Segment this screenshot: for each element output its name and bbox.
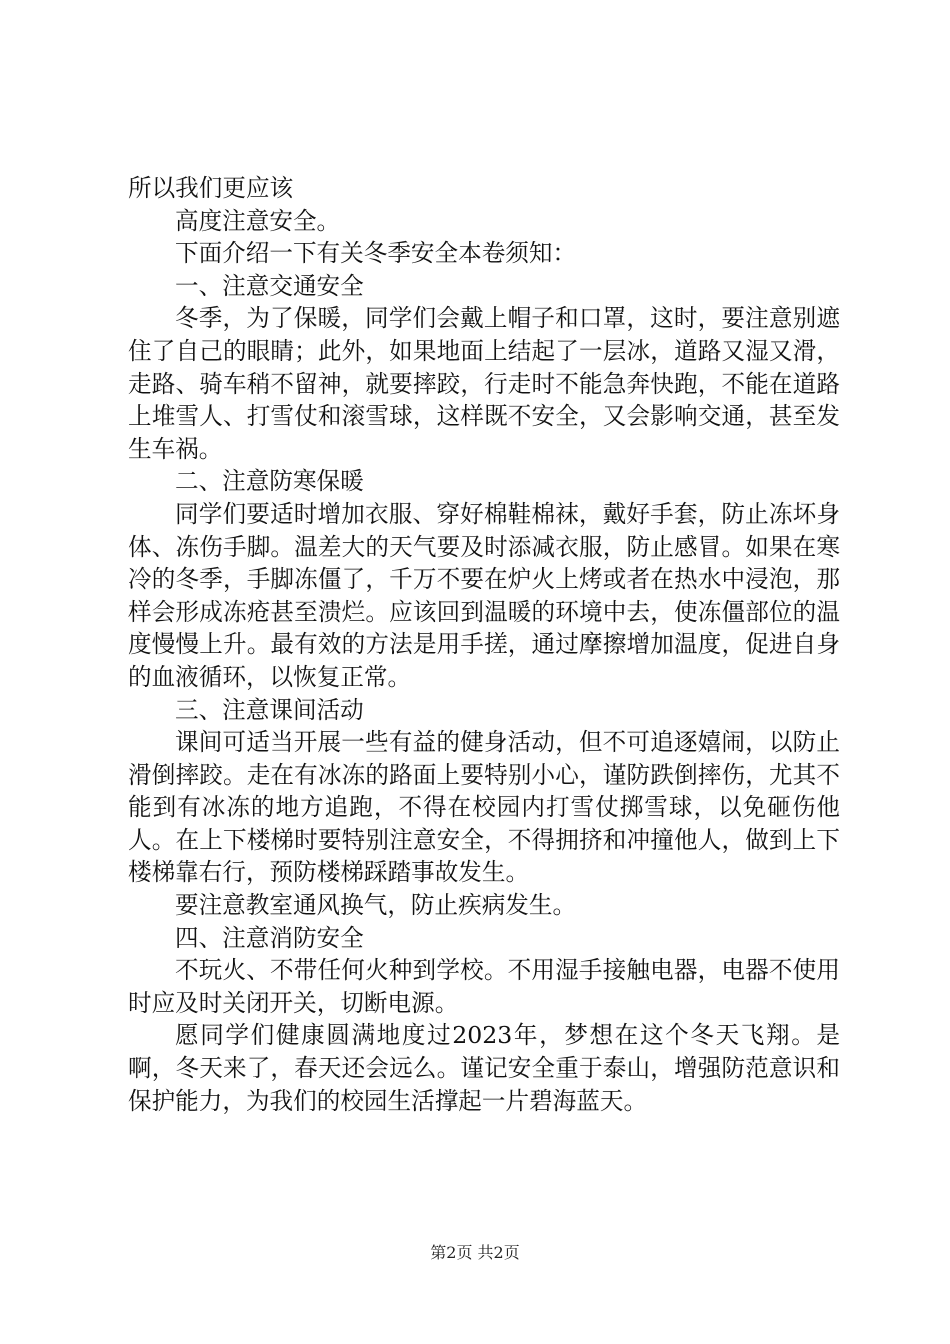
heading-break-activities: 三、注意课间活动 xyxy=(175,695,364,724)
paragraph-traffic-safety: 冬季，为了保暖，同学们会戴上帽子和口罩，这时，要注意别遮住了自己的眼睛；此外，如果地面上结起了一层冰，道路又湿又滑，走路、骑车稍不留神，就要摔跤，行走时不能急奔快跑，不能在道路上堆雪人、打雪仗和滚雪球，这样既不安全，又会影响交通，甚至发生车祸。 xyxy=(128,304,840,463)
paragraph-break-activities: 课间可适当开展一些有益的健身活动，但不可追逐嬉闹，以防止滑倒摔跤。走在有冰冻的路面上要特别小心，谨防跌倒摔伤，尤其不能到有冰冻的地方追跑，不得在校园内打雪仗掷雪球，以免砸伤他人。在上下楼梯时要特别注意安全，不得拥挤和冲撞他人，做到上下楼梯靠右行，预防楼梯踩踏事故发生。 xyxy=(128,728,840,887)
page-number-footer: 第2页 共2页 xyxy=(430,1243,520,1262)
paragraph-ventilation: 要注意教室通风换气，防止疾病发生。 xyxy=(175,891,577,920)
heading-traffic-safety: 一、注意交通安全 xyxy=(175,271,364,300)
paragraph-2: 高度注意安全。 xyxy=(175,206,341,235)
heading-cold-protection: 二、注意防寒保暖 xyxy=(175,467,364,496)
paragraph-fire-safety: 不玩火、不带任何火种到学校。不用湿手接触电器，电器不使用时应及时关闭开关，切断电源。 xyxy=(128,956,840,1017)
document-body xyxy=(128,172,840,1117)
paragraph-cold-protection: 同学们要适时增加衣服、穿好棉鞋棉袜，戴好手套，防止冻坏身体、冻伤手脚。温差大的天气要及时添减衣服，防止感冒。如果在寒冷的冬季，手脚冻僵了，千万不要在炉火上烤或者在热水中浸泡，那样会形成冻疮甚至溃烂。应该回到温暖的环境中去，使冻僵部位的温度慢慢上升。最有效的方法是用手搓，通过摩擦增加温度，促进自身的血液循环，以恢复正常。 xyxy=(128,499,840,691)
paragraph-closing: 愿同学们健康圆满地度过2023年，梦想在这个冬天飞翔。是啊，冬天来了，春天还会远么。谨记安全重于泰山，增强防范意识和保护能力，为我们的校园生活撑起一片碧海蓝天。 xyxy=(128,1021,840,1115)
heading-fire-safety: 四、注意消防安全 xyxy=(175,923,364,952)
paragraph-1: 所以我们更应该 xyxy=(128,174,294,202)
paragraph-3: 下面介绍一下有关冬季安全本卷须知： xyxy=(175,239,577,268)
